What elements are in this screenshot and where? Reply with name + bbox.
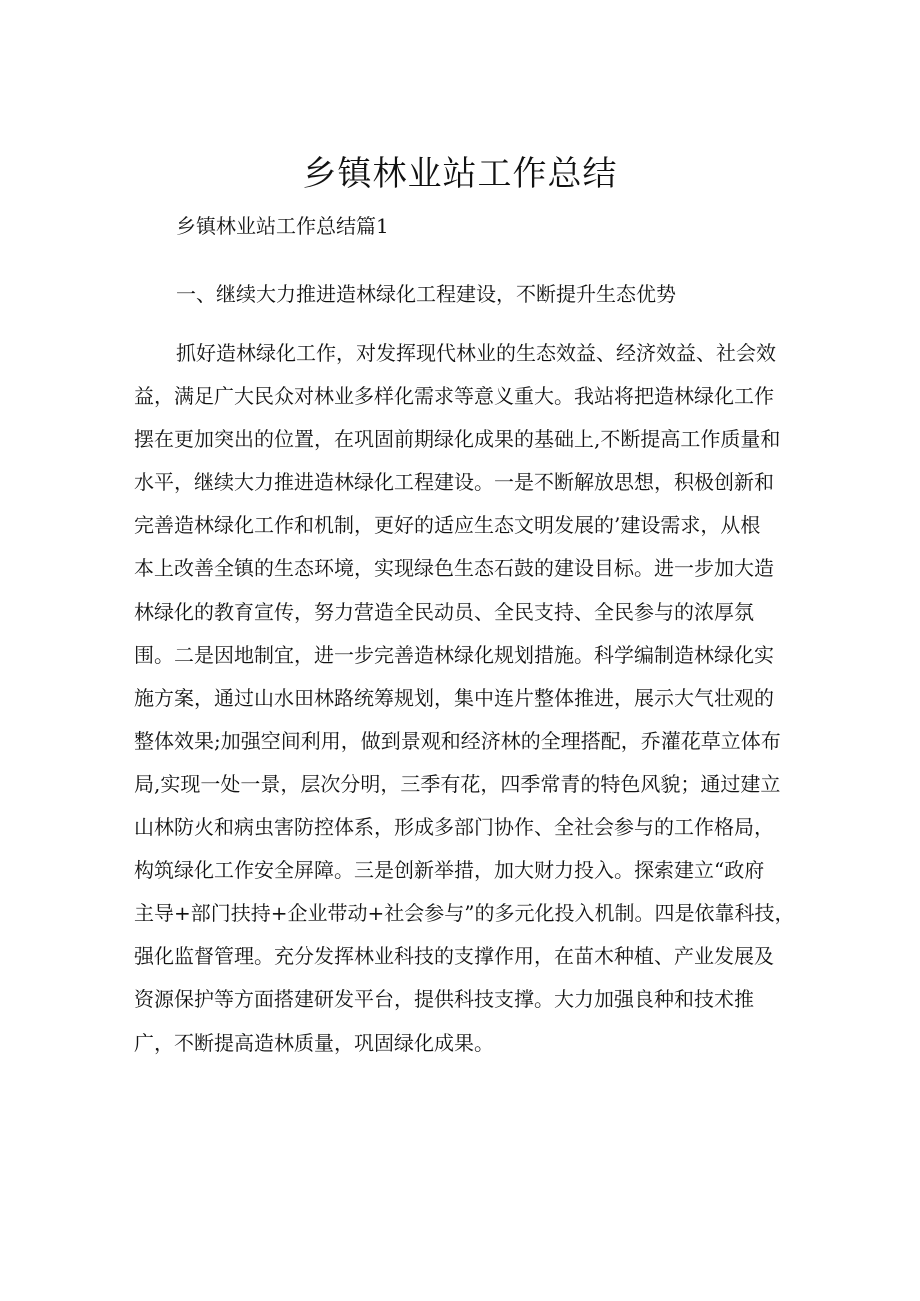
paragraph-line: 施方案，通过山水田林路统筹规划，集中连片整体推进，展示大气壮观的	[134, 685, 774, 710]
document-title: 乡镇林业站工作总结	[302, 154, 618, 194]
paragraph-line: 资源保护等方面搭建研发平台，提供科技支撑。大力加强良种和技术推	[134, 987, 754, 1012]
paragraph-line: 广，不断提高造林质量，巩固绿化成果。	[134, 1030, 494, 1055]
document-subtitle: 乡镇林业站工作总结篇1	[176, 214, 389, 238]
paragraph-line: 水平，继续大力推进造林绿化工程建设。一是不断解放思想，积极创新和	[134, 470, 774, 495]
paragraph-line: 主导+部门扶持+企业带动+社会参与”的多元化投入机制。四是依靠科技，	[134, 901, 795, 926]
paragraph-line: 抓好造林绿化工作，对发挥现代林业的生态效益、经济效益、社会效	[176, 341, 776, 365]
section-heading: 一、继续大力推进造林绿化工程建设，不断提升生态优势	[176, 282, 676, 306]
paragraph-line: 林绿化的教育宣传，努力营造全民动员、全民支持、全民参与的浓厚氛	[134, 599, 754, 624]
paragraph-line: 山林防火和病虫害防控体系，形成多部门协作、全社会参与的工作格局，	[134, 815, 774, 840]
paragraph-line: 本上改善全镇的生态环境，实现绿色生态石鼓的建设目标。进一步加大造	[134, 556, 774, 581]
paragraph-line: 摆在更加突出的位置，在巩固前期绿化成果的基础上,不断提高工作质量和	[134, 427, 781, 452]
body-paragraph	[134, 332, 794, 1065]
paragraph-line: 强化监督管理。充分发挥林业科技的支撑作用，在苗木种植、产业发展及	[134, 944, 774, 969]
paragraph-line: 局,实现一处一景，层次分明，三季有花，四季常青的特色风貌；通过建立	[134, 771, 781, 796]
paragraph-line: 围。二是因地制宜，进一步完善造林绿化规划措施。科学编制造林绿化实	[134, 642, 774, 667]
paragraph-line: 整体效果;加强空间利用，做到景观和经济林的全理搭配，乔灌花草立体布	[134, 728, 781, 753]
paragraph-line: 构筑绿化工作安全屏障。三是创新举措，加大财力投入。探索建立“政府	[134, 858, 765, 883]
paragraph-line: 益，满足广大民众对林业多样化需求等意义重大。我站将把造林绿化工作	[134, 384, 774, 409]
paragraph-line: 完善造林绿化工作和机制，更好的适应生态文明发展的’建设需求，从根	[134, 513, 761, 538]
